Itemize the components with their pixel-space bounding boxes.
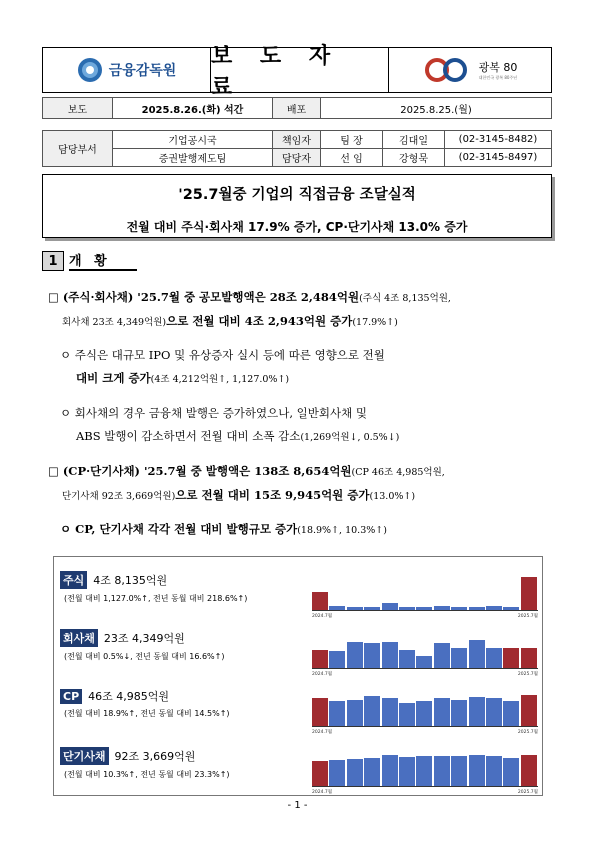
chart-note: (전월 대비 1,127.0%↑, 전년 동월 대비 218.6%↑): [64, 594, 248, 603]
p2-rate: (4조 4,212억원↑, 1,127.0%↑): [150, 374, 290, 385]
anniversary-80-icon: [423, 55, 473, 85]
chart-amount: 92조 3,669억원: [114, 750, 196, 763]
headline-box: [42, 174, 552, 238]
document-title: 보 도 자 료: [211, 48, 389, 92]
chart-amount: 4조 8,135억원: [93, 574, 168, 587]
chart-bar: [382, 755, 398, 786]
chart-bar: [469, 607, 485, 610]
chart-tag: 단기사채: [60, 747, 109, 765]
chart-bar: [364, 607, 380, 610]
chart-bar: [329, 606, 345, 610]
section-number: 1: [42, 251, 64, 271]
chart-bar: [416, 607, 432, 610]
p3-line1: ㅇ 회사채의 경우 금융채 발행은 증가하였으나, 일반회사채 및: [60, 406, 367, 420]
chart-row-3: [54, 741, 544, 797]
chart-bar: [451, 607, 467, 610]
report-label: 보도: [43, 98, 113, 119]
p1-main: □ (주식·회사채) '25.7월 중 공모발행액은 28조 2,484억원: [48, 290, 360, 304]
chart-bar: [312, 698, 328, 726]
resp-name: 김대일: [383, 131, 445, 149]
chart-bar: [329, 760, 345, 786]
liberation-80-logo: [389, 48, 551, 92]
dept-line1: 기업공시국: [113, 131, 273, 149]
chart-bar: [451, 756, 467, 786]
release-info-table: [42, 97, 552, 119]
p4-rate: (13.0%↑): [369, 491, 416, 502]
chart-plot-1: [312, 635, 538, 677]
anniversary-text: 광복 80: [478, 61, 518, 74]
chart-row-2: [54, 681, 544, 737]
chart-bar: [416, 756, 432, 786]
p4-detail2: 단기사채 92조 3,669억원): [62, 491, 176, 502]
p5-main: ㅇ CP, 단기사채 각각 전월 대비 발행규모 증가: [60, 522, 298, 536]
chart-bar: [312, 592, 328, 610]
chart-bar: [503, 758, 519, 786]
dept-label: 담당부서: [43, 131, 113, 167]
release-date: 2025.8.25.(월): [321, 98, 552, 119]
chart-bar: [521, 755, 537, 786]
p3-rate: (1,269억원↓, 0.5%↓): [300, 432, 400, 443]
chart-bar: [347, 642, 363, 668]
chart-axis: [312, 786, 538, 787]
chart-bar: [347, 759, 363, 786]
org-name: 금융감독원: [108, 63, 177, 79]
issuance-chart-box: [53, 556, 543, 796]
chart-bar: [451, 648, 467, 668]
chart-bar: [399, 703, 415, 726]
chart-bar: [521, 695, 537, 726]
report-date: 2025.8.26.(화) 석간: [113, 98, 273, 119]
chart-bar: [503, 701, 519, 726]
chart-plot-0: [312, 577, 538, 619]
press-header: [42, 44, 552, 100]
chart-tag: 회사채: [60, 629, 98, 647]
p1-detail: (주식 4조 8,135억원,: [359, 293, 451, 304]
chart-bar: [486, 606, 502, 610]
chart-end-label: 2025.7월: [517, 672, 538, 677]
chart-label-1: [60, 627, 305, 662]
chart-bar: [364, 758, 380, 786]
paragraph-stocks-bonds: [48, 286, 548, 334]
anniversary-sub: 대한민국 광복 80주년: [478, 75, 518, 80]
chart-end-label: 2025.7월: [517, 730, 538, 735]
chart-row-1: [54, 623, 544, 679]
chart-bar: [382, 603, 398, 610]
chart-start-label: 2024.7월: [312, 614, 333, 619]
chart-tag: 주식: [60, 571, 87, 589]
chart-bar: [434, 643, 450, 668]
chart-label-0: [60, 569, 305, 604]
chart-bar: [312, 761, 328, 786]
chart-bar: [486, 698, 502, 726]
chart-note: (전월 대비 10.3%↑, 전년 동월 대비 23.3%↑): [64, 770, 230, 779]
chart-bar: [329, 701, 345, 726]
chart-bar: [347, 607, 363, 610]
chart-bar: [382, 642, 398, 668]
chart-plot-2: [312, 693, 538, 735]
resp-phone: (02-3145-8482): [445, 131, 552, 149]
chart-axis: [312, 610, 538, 611]
resp-title: 팀 장: [321, 131, 383, 149]
chart-bar: [416, 656, 432, 668]
contact-label: 담당자: [273, 149, 321, 167]
chart-bar: [469, 755, 485, 786]
chart-note: (전월 대비 18.9%↑, 전년 동월 대비 14.5%↑): [64, 709, 230, 718]
chart-bar: [364, 696, 380, 726]
chart-bar: [364, 643, 380, 668]
paragraph-stocks: [60, 344, 550, 391]
chart-row-0: [54, 565, 544, 621]
fss-logo: [43, 48, 211, 92]
headline-subtitle: 전월 대비 주식·회사채 17.9% 증가, CP·단기사채 13.0% 증가: [126, 220, 468, 234]
contact-name: 강형묵: [383, 149, 445, 167]
chart-end-label: 2025.7월: [517, 790, 538, 795]
p1-rate: (17.9%↑): [352, 317, 398, 328]
chart-bar: [399, 650, 415, 668]
contact-table: [42, 130, 552, 167]
fss-emblem-icon: [77, 57, 103, 83]
resp-label: 책임자: [273, 131, 321, 149]
p1-detail2: 회사채 23조 4,349억원): [62, 317, 167, 328]
chart-bar: [382, 698, 398, 726]
page-number: - 1 -: [287, 800, 308, 811]
chart-bar: [416, 701, 432, 726]
chart-bar: [469, 697, 485, 726]
chart-bar: [486, 648, 502, 668]
chart-bar: [329, 651, 345, 668]
p5-rate: (18.9%↑, 10.3%↑): [297, 525, 387, 536]
chart-bar: [503, 607, 519, 610]
chart-amount: 23조 4,349억원: [103, 632, 185, 645]
chart-bar: [486, 756, 502, 786]
chart-bar: [399, 607, 415, 610]
chart-axis: [312, 668, 538, 669]
chart-bar: [434, 606, 450, 610]
release-label: 배포: [273, 98, 321, 119]
contact-title: 선 임: [321, 149, 383, 167]
dept-line2: 증권발행제도팀: [113, 149, 273, 167]
p4-detail: (CP 46조 4,985억원,: [351, 467, 445, 478]
chart-start-label: 2024.7월: [312, 730, 333, 735]
p3-line2: ABS 발행이 감소하면서 전월 대비 소폭 감소: [76, 429, 301, 443]
chart-bar: [434, 756, 450, 786]
p1-result: 으로 전월 대비 4조 2,943억원 증가: [166, 314, 353, 328]
chart-label-2: [60, 685, 305, 719]
chart-bar: [469, 640, 485, 668]
chart-tag: CP: [60, 689, 82, 704]
chart-start-label: 2024.7월: [312, 672, 333, 677]
p4-main: □ (CP·단기사채) '25.7월 중 발행액은 138조 8,654억원: [48, 464, 352, 478]
p2-result: 대비 크게 증가: [76, 371, 151, 385]
chart-end-label: 2025.7월: [517, 614, 538, 619]
chart-label-3: [60, 745, 305, 780]
chart-start-label: 2024.7월: [312, 790, 333, 795]
chart-bar: [312, 650, 328, 668]
contact-phone: (02-3145-8497): [445, 149, 552, 167]
paragraph-bonds: [60, 402, 550, 449]
paragraph-cp: [48, 460, 548, 508]
p2-line1: ㅇ 주식은 대규모 IPO 및 유상증자 실시 등에 따른 영향으로 전월: [60, 348, 385, 362]
chart-note: (전월 대비 0.5%↓, 전년 동월 대비 16.6%↑): [64, 652, 225, 661]
chart-plot-3: [312, 753, 538, 795]
headline-title: '25.7월중 기업의 직접금융 조달실적: [178, 187, 416, 203]
paragraph-cp-detail: [60, 518, 550, 542]
chart-bar: [347, 700, 363, 726]
chart-bar: [451, 700, 467, 726]
section-heading: [42, 250, 137, 271]
chart-bar: [521, 648, 537, 668]
chart-bar: [521, 577, 537, 610]
chart-bar: [503, 648, 519, 668]
section-name: 개 황: [69, 250, 137, 271]
chart-amount: 46조 4,985억원: [88, 690, 170, 703]
chart-bar: [434, 698, 450, 726]
p4-result: 으로 전월 대비 15조 9,945억원 증가: [175, 488, 370, 502]
chart-bar: [399, 757, 415, 786]
chart-axis: [312, 726, 538, 727]
